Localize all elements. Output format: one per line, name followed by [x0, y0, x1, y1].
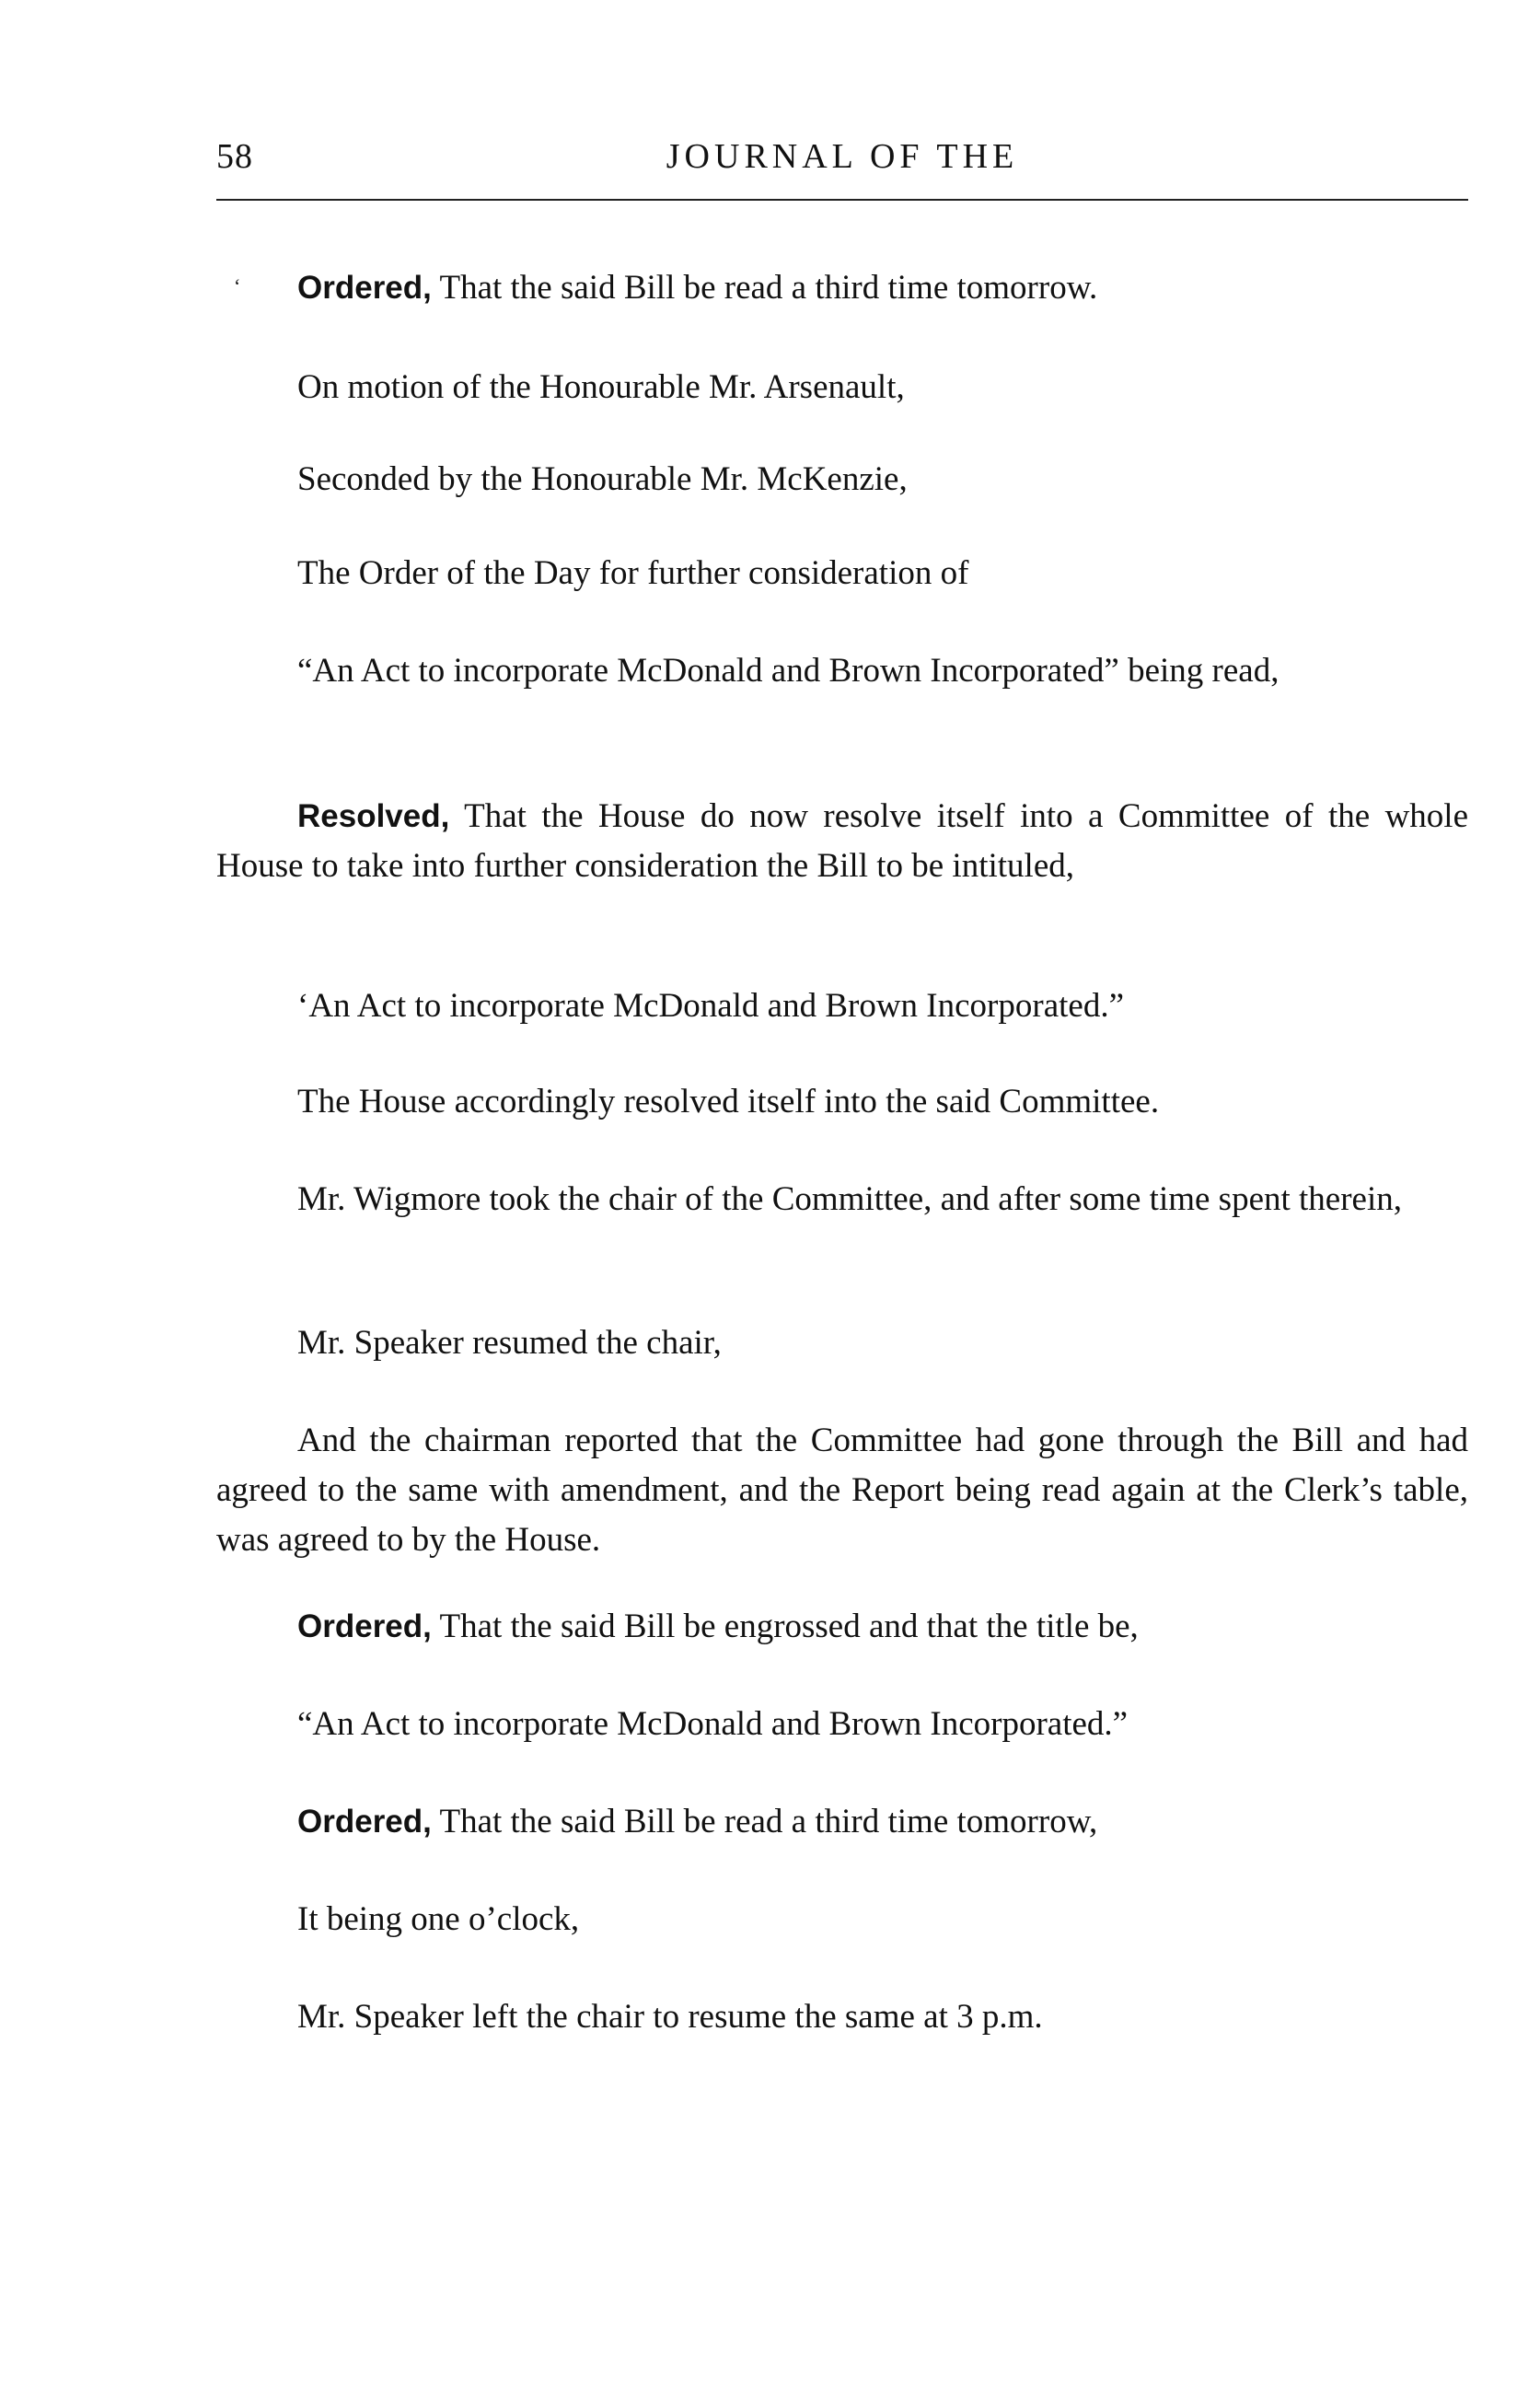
paragraph-text: Mr. Speaker resumed the chair,: [297, 1324, 722, 1362]
paragraph-text: That the said Bill be engrossed and that the title be,: [431, 1608, 1139, 1645]
paragraph-text: On motion of the Honourable Mr. Arsenault,: [297, 368, 905, 406]
page-header: [216, 127, 1468, 182]
paragraph-ordered-third-reading: [216, 263, 1468, 313]
paragraph-text: It being one o’clock,: [297, 1900, 580, 1938]
paragraph-text: The Order of the Day for further consideration of: [297, 554, 969, 592]
paragraph-text: Seconded by the Honourable Mr. McKenzie,: [297, 460, 908, 498]
paragraph-ordered-tomorrow: [216, 1797, 1468, 1847]
paragraph-text: “An Act to incorporate McDonald and Brown Incorporated” being read,: [297, 652, 1279, 690]
paragraph-speaker-resumed: [216, 1318, 1468, 1368]
paragraph-seconded: [216, 455, 1468, 505]
paragraph-speaker-left: [216, 1992, 1468, 2042]
paragraph-text: That the said Bill be read a third time tomorrow,: [431, 1803, 1098, 1840]
paragraph-wigmore: [216, 1175, 1468, 1225]
paragraph-act-title: [216, 646, 1468, 696]
paragraph-act-title-3: [216, 1700, 1468, 1749]
paragraph-text: “An Act to incorporate McDonald and Brown Incorporated.”: [297, 1705, 1129, 1743]
paragraph-act-title-2: [216, 981, 1468, 1031]
paragraph-lead: Ordered,: [297, 270, 432, 306]
paragraph-text: And the chairman reported that the Committee had gone through the Bill and had agreed to the same with amendment, and the Report being read again at the Clerk’s table, was agreed to by the House.: [216, 1422, 1468, 1559]
paragraph-order-of-day: [216, 549, 1468, 598]
paragraph-text: Mr. Speaker left the chair to resume the same at 3 p.m.: [297, 1998, 1043, 2036]
paragraph-text: That the said Bill be read a third time tomorrow.: [431, 269, 1098, 307]
paragraph-lead: Ordered,: [297, 1608, 432, 1644]
page-number: 58: [216, 137, 253, 176]
paragraph-ordered-engrossed: [216, 1602, 1468, 1652]
paragraph-text: ‘An Act to incorporate McDonald and Brown Incorporated.”: [297, 987, 1124, 1025]
paragraph-lead: Ordered,: [297, 1804, 432, 1840]
header-rule: [216, 199, 1468, 201]
paragraph-motion: [216, 363, 1468, 412]
paragraph-lead: Resolved,: [297, 798, 450, 834]
paragraph-text: Mr. Wigmore took the chair of the Committee, and after some time spent therein,: [297, 1180, 1403, 1218]
running-head: JOURNAL OF THE: [666, 137, 1019, 176]
paragraph-house-resolved: [216, 1077, 1468, 1127]
margin-mark: ‘: [234, 274, 241, 297]
paragraph-text: That the House do now resolve itself into a Committee of the whole House to take into further consideration the Bill to be intituled,: [216, 797, 1468, 885]
paragraph-one-oclock: [216, 1895, 1468, 1944]
paragraph-resolved: [216, 792, 1468, 891]
paragraph-chairman-reported: [216, 1416, 1468, 1565]
paragraph-text: The House accordingly resolved itself into the said Committee.: [297, 1083, 1160, 1120]
